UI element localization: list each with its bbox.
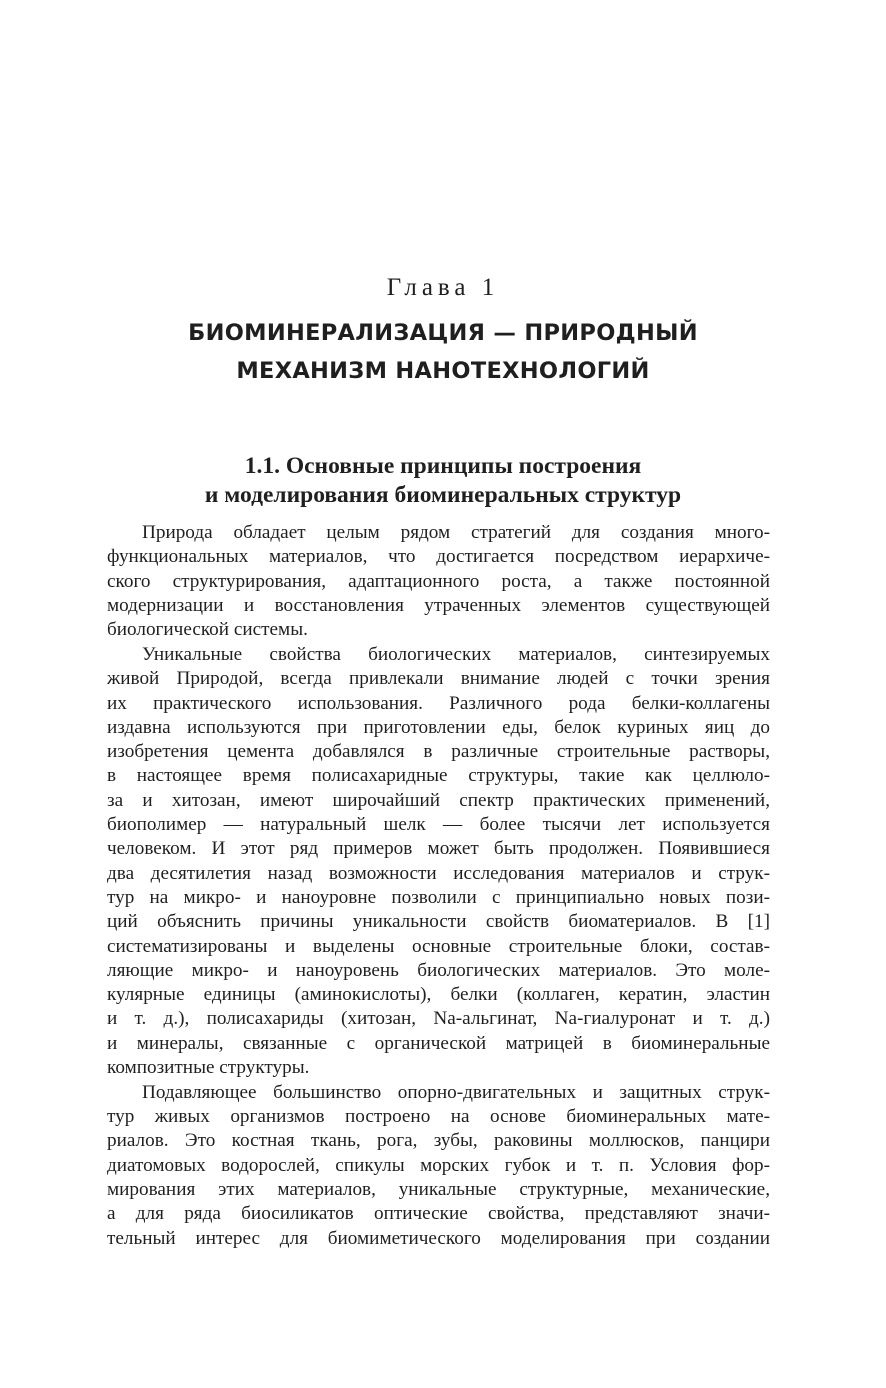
chapter-title-line: МЕХАНИЗМ НАНОТЕХНОЛОГИЙ bbox=[236, 358, 650, 384]
text-line: биополимер — натуральный шелк — более тысячи лет используется bbox=[107, 814, 770, 836]
text-line: кулярные единицы (аминокислоты), белки (коллаген, кератин, эластин bbox=[107, 984, 770, 1006]
text-line: живой Природой, всегда привлекали внимание людей с точки зрения bbox=[107, 668, 770, 690]
section-title-line: 1.1. Основные принципы построения bbox=[244, 453, 642, 479]
text-line: за и хитозан, имеют широчайший спектр практических применений, bbox=[107, 789, 770, 811]
text-line: а для ряда биосиликатов оптические свойства, представляют значи- bbox=[107, 1203, 770, 1225]
text-line: Уникальные свойства биологических материалов, синтезируемых bbox=[142, 643, 770, 665]
text-line: риалов. Это костная ткань, рога, зубы, раковины моллюсков, панцири bbox=[107, 1130, 770, 1152]
text-line: систематизированы и выделены основные строительные блоки, состав- bbox=[107, 935, 770, 957]
text-line: и т. д.), полисахариды (хитозан, Na-альгинат, Na-гиалуронат и т. д.) bbox=[107, 1008, 770, 1030]
text-line: ций объяснить причины уникальности свойств биоматериалов. В [1] bbox=[107, 911, 770, 933]
paragraph bbox=[107, 643, 770, 1080]
text-line: диатомовых водорослей, спикулы морских губок и т. п. Условия фор- bbox=[107, 1154, 770, 1176]
text-line: Подавляющее большинство опорно-двигательных и защитных струк- bbox=[142, 1081, 770, 1103]
text-line: тур живых организмов построено на основе биоминеральных мате- bbox=[107, 1106, 770, 1128]
paragraph bbox=[107, 521, 770, 642]
text-line: изобретения цемента добавлялся в различные строительные растворы, bbox=[107, 741, 770, 763]
text-line: два десятилетия назад возможности исследования материалов и струк- bbox=[107, 862, 770, 884]
text-line: в настоящее время полисахаридные структуры, такие как целлюло- bbox=[107, 765, 770, 787]
text-line: их практического использования. Различного рода белки-коллагены bbox=[107, 692, 770, 714]
section-title bbox=[100, 452, 786, 510]
text-line: композитные структуры. bbox=[107, 1057, 310, 1079]
chapter-title-line: БИОМИНЕРАЛИЗАЦИЯ — ПРИРОДНЫЙ bbox=[188, 320, 698, 346]
text-line: биологической системы. bbox=[107, 619, 308, 641]
text-line: издавна используются при приготовлении еды, белок куриных яиц до bbox=[107, 716, 770, 738]
text-line: мирования этих материалов, уникальные структурные, механические, bbox=[107, 1179, 770, 1201]
text-line: функциональных материалов, что достигается посредством иерархиче- bbox=[107, 546, 770, 568]
body-text bbox=[107, 521, 770, 1251]
text-line: ского структурирования, адаптационного роста, а также постоянной bbox=[107, 570, 770, 592]
section-title-line: и моделирования биоминеральных структур bbox=[204, 482, 682, 508]
text-line: Природа обладает целым рядом стратегий для создания много- bbox=[142, 522, 770, 543]
chapter-label: Глава 1 bbox=[386, 274, 500, 301]
text-line: ляющие микро- и наноуровень биологических материалов. Это моле- bbox=[107, 959, 770, 981]
chapter-title bbox=[100, 314, 786, 390]
text-line: и минералы, связанные с органической матрицей в биоминеральные bbox=[107, 1032, 770, 1054]
text-line: модернизации и восстановления утраченных элементов существующей bbox=[107, 594, 770, 616]
text-line: человеком. И этот ряд примеров может быть продолжен. Появившиеся bbox=[107, 838, 770, 860]
text-line: тур на микро- и наноуровне позволили с принципиально новых пози- bbox=[107, 886, 770, 908]
text-line: тельный интерес для биомиметического моделирования при создании bbox=[107, 1227, 770, 1249]
paragraph bbox=[107, 1081, 770, 1251]
